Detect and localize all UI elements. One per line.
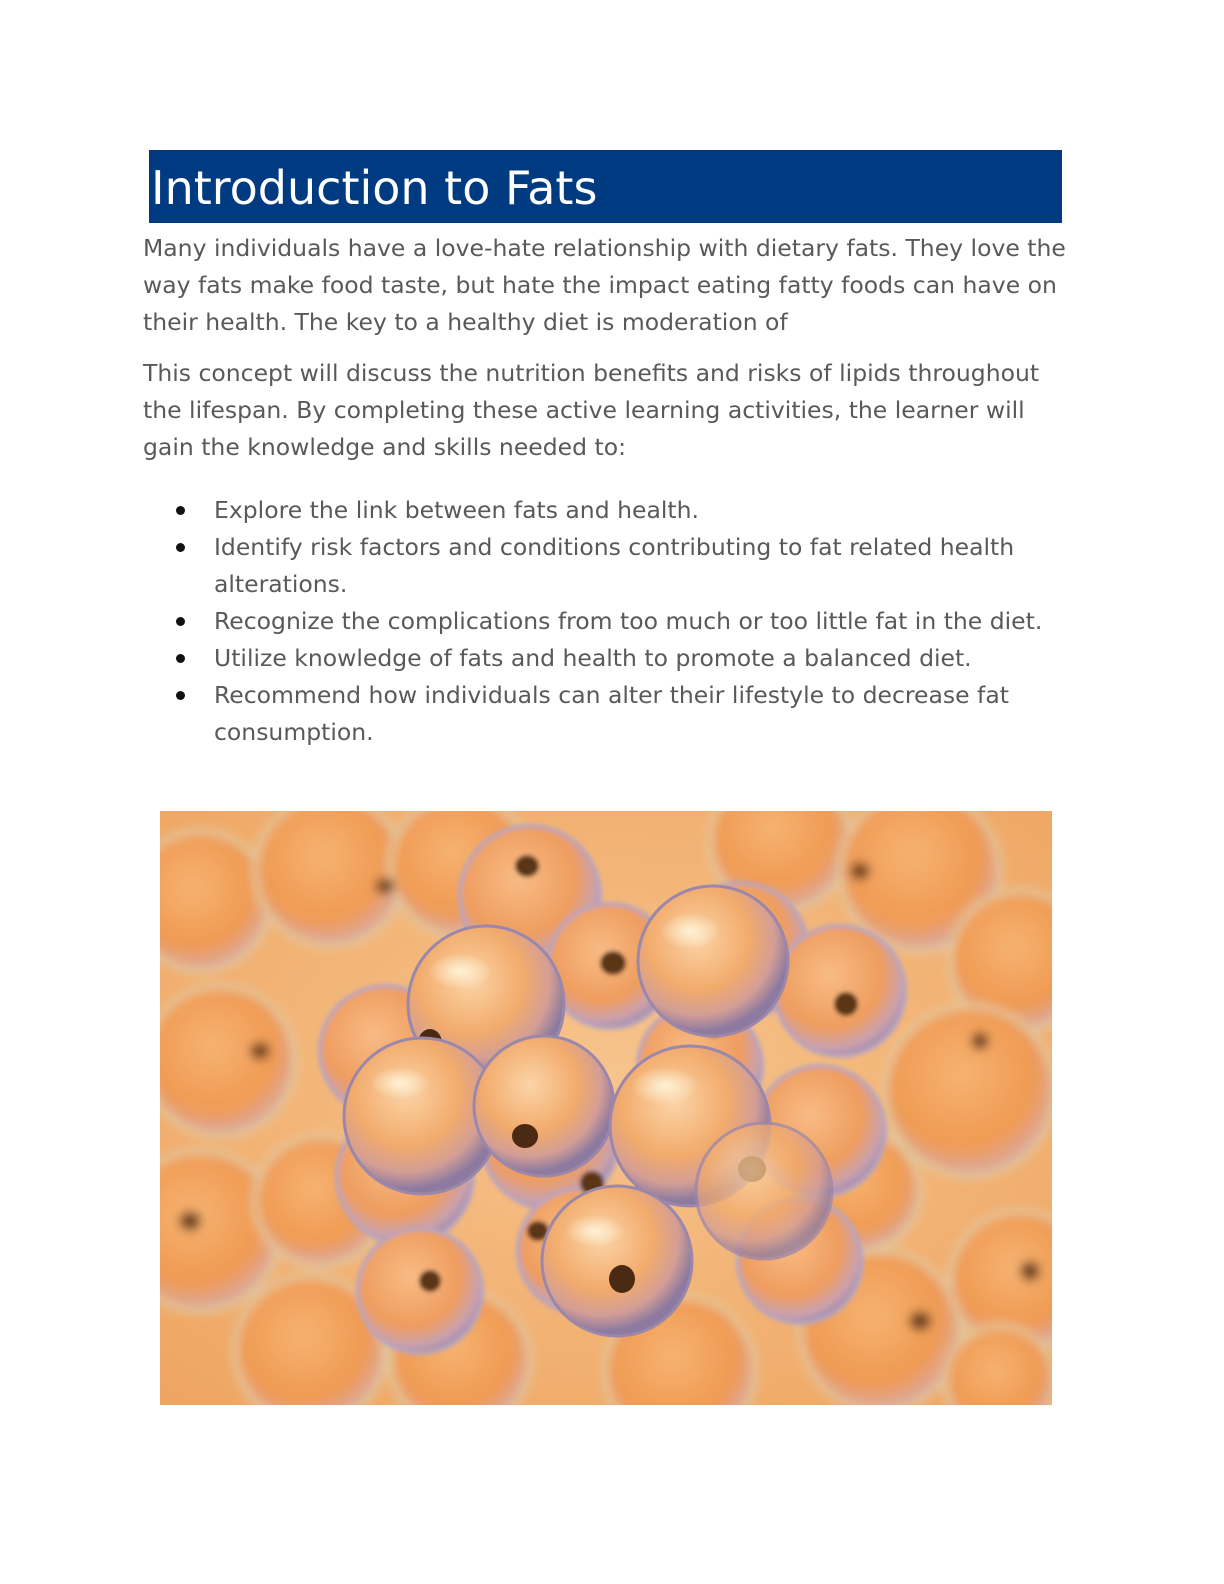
bullet-icon (176, 506, 185, 515)
objective-text: Identify risk factors and conditions contributing to fat related health alterations. (214, 533, 1015, 598)
objective-text: Utilize knowledge of fats and health to promote a balanced diet. (214, 644, 972, 672)
bullet-icon (176, 617, 185, 626)
bullet-icon (176, 691, 185, 700)
objective-text: Recognize the complications from too much or too little fat in the diet. (214, 607, 1043, 635)
objective-item (143, 603, 1073, 640)
objective-text: Recommend how individuals can alter their lifestyle to decrease fat consumption. (214, 681, 1009, 746)
learning-objectives-list (143, 492, 1073, 751)
concept-paragraph: This concept will discuss the nutrition benefits and risks of lipids throughout the lifespan. By completing these active learning activities, the learner will gain the knowledge and skills needed to: (143, 359, 1040, 461)
bullet-icon (176, 543, 185, 552)
objective-item (143, 677, 1073, 751)
title-banner (149, 150, 1062, 223)
objective-item (143, 529, 1073, 603)
intro-paragraph: Many individuals have a love-hate relationship with dietary fats. They love the way fats make food taste, but hate the impact eating fatty foods can have on their health. The key to a healthy diet is moderation of (143, 234, 1066, 336)
page-title: Introduction to Fats (151, 161, 598, 215)
objective-text: Explore the link between fats and health. (214, 496, 699, 524)
fat-cells-illustration (160, 811, 1052, 1405)
objective-item (143, 640, 1073, 677)
objective-item (143, 492, 1073, 529)
bullet-icon (176, 654, 185, 663)
